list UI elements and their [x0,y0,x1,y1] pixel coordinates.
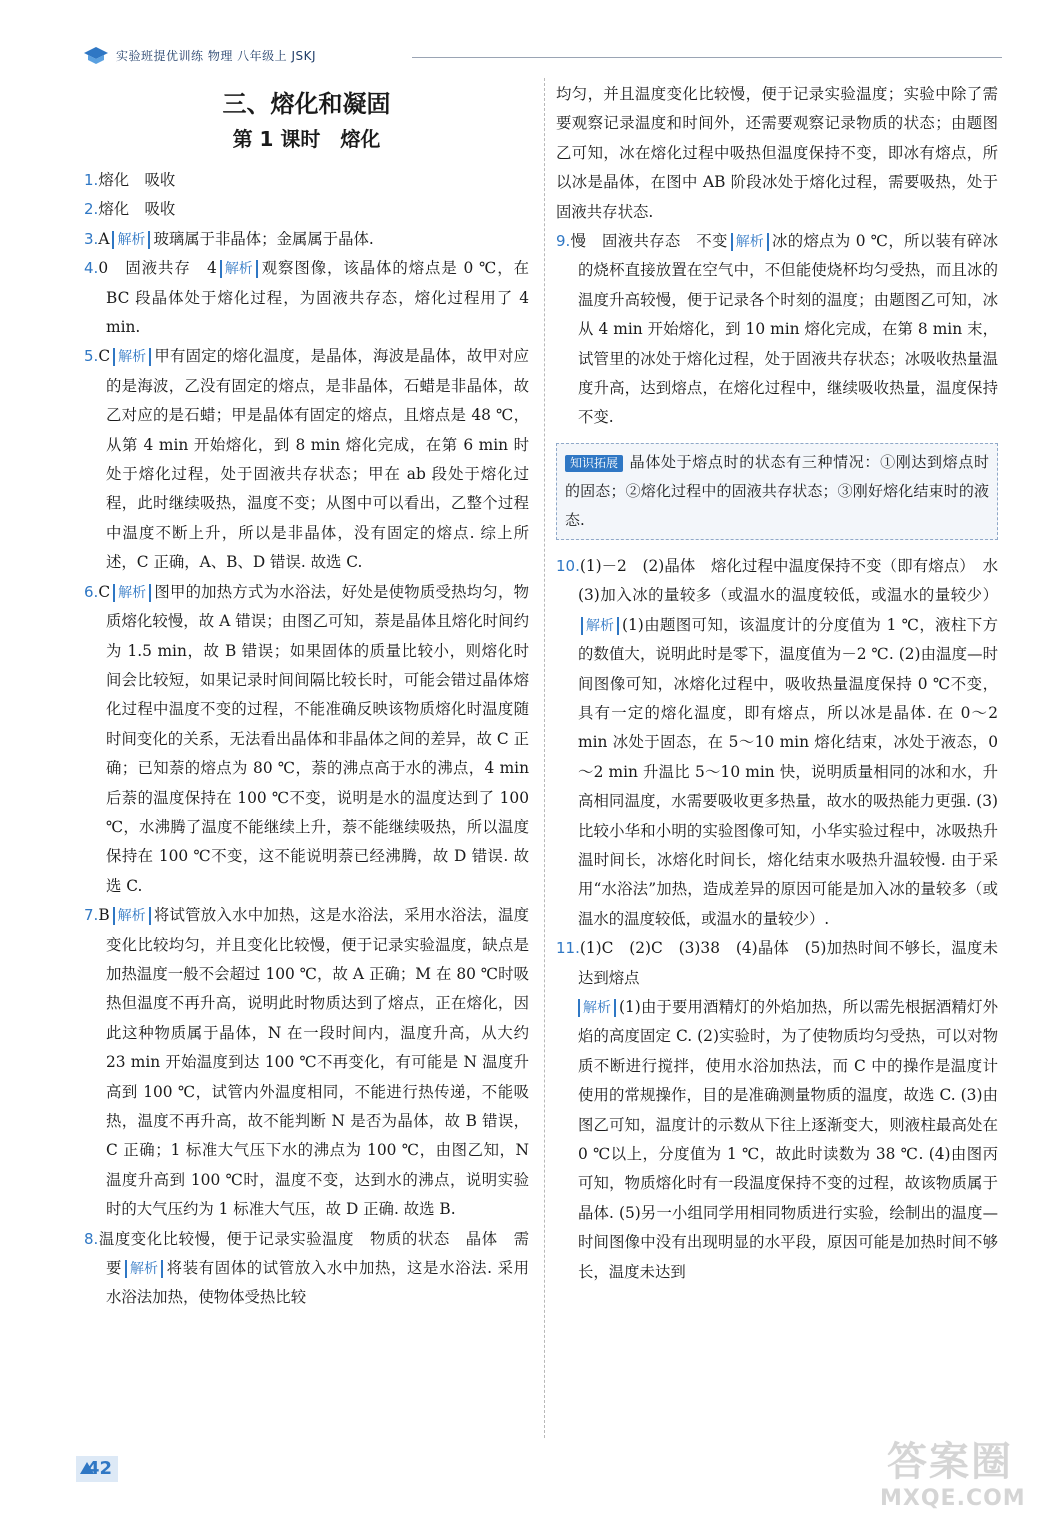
page-number: 42 [76,1456,118,1482]
analysis-tag: 解析 [113,584,151,602]
answer-8: 8.温度变化比较慢，便于记录实验温度 物质的状态 晶体 需要 解析 将装有固体的试管放入水中加热，这是水浴法. 采用水浴法加热，使物体受热比较 [84,1229,529,1307]
answer-8-continued: 均匀，并且温度变化比较慢，便于记录实验温度；实验中除了需要观察记录温度和时间外，还需要观察记录物质的状态；由题图乙可知，冰在熔化过程中吸热但温度保持不变，即冰有熔点，所以冰是晶体，在图中 AB 阶段冰处于熔化过程，需要吸热，处于固液共存状态. [556,85,998,221]
answer-5: 5.C 解析 甲有固定的熔化温度，是晶体，海波是晶体，故甲对应的是海波，乙没有固定的熔点，是非晶体，石蜡是非晶体，故乙对应的是石蜡；甲是晶体有固定的熔点，且熔点是 48 ℃，从第 4 min 开始熔化，到 8 min 熔化完成，在第 6 min 时处于熔化过程，处于固液共存状态；甲在 ab 段处于熔化过程，此时继续吸热，温度不变；从图中可以看出，乙整个过程中温度不断上升，所以是非晶体，没有固定的熔点. 综上所述，C 正确，A、B、D 错误. 故选 C. [84,347,529,572]
right-column [556,80,1014,1287]
answer-7: 7.B 解析 将试管放入水中加热，这是水浴法，采用水浴法，温度变化比较均匀，并且变化比较慢，便于记录实验温度，缺点是加热温度一般不会超过 100 ℃，故 A 正确；M 在 80 ℃时吸热但温度不再升高，说明此时物质达到了熔点，正在熔化，因此这种物质属于晶体，N 在一段时间内，温度升高，从大约 23 min 开始温度到达 100 ℃不再变化，有可能是 N 温度升高到 100 ℃，试管内外温度相同，不能进行热传递，不能吸热，温度不再升高，故不能判断 N 是否为晶体，故 B 错误，C 正确；1 标准大气压下水的沸点为 100 ℃，由图乙知，N 温度升高到 100 ℃时，温度不变，达到水的沸点，说明实验时的大气压约为 1 标准大气压，故 D 正确. 故选 B. [84,906,529,1219]
watermark-url: MXQE.COM [880,1486,1026,1511]
analysis-tag: 解析 [731,233,769,251]
left-column [84,80,529,1313]
knowledge-text: 晶体处于熔点时的状态有三种情况：①刚达到熔点时的固态；②熔化过程中的固液共存状态；③刚好熔化结束时的液态. [565,452,989,529]
answer-6: 6.C 解析 图甲的加热方式为水浴法，好处是使物质受热均匀，物质熔化较慢，故 A 错误；由图乙可知，萘是晶体且熔化时间约为 1.5 min，故 B 错误；如果固体的质量比较小，则熔化时间会比较短，如果记录时间间隔比较长时，可能会错过晶体熔化过程中温度不变的过程，不能准确反映该物质熔化时温度随时间变化的关系，无法看出晶体和非晶体之间的差异，故 C 正确；已知萘的熔点为 80 ℃，萘的沸点高于水的沸点，4 min 后萘的温度保持在 100 ℃不变，说明是水的温度达到了 100 ℃，水沸腾了温度不能继续上升，萘不能继续吸热，所以温度保持在 100 ℃不变，这不能说明萘已经沸腾，故 D 错误. 故选 C. [84,582,529,895]
lesson-title: 第 1 课时 熔化 [232,127,381,151]
knowledge-box [556,443,998,540]
page-arrow-icon [80,1462,94,1474]
analysis-tag: 解析 [220,260,258,278]
analysis-tag: 解析 [581,617,619,635]
running-header [82,44,1002,68]
answer-4: 4.0 固液共存 4 解析 观察图像，该晶体的熔点是 0 ℃，在 BC 段晶体处于熔化过程，为固液共存态，熔化过程用了 4 min. [84,259,530,337]
analysis-tag: 解析 [125,1260,163,1278]
book-logo-icon [82,44,110,66]
analysis-tag: 解析 [112,231,150,249]
answer-11-analysis: 解析 (1)由于要用酒精灯的外焰加热，所以需先根据酒精灯外焰的高度固定 C. (2)实验时，为了使物质均匀受热，可以对物质不断进行搅拌，使用水浴加热法，而 C 中的操作是温度计使用的常规操作，目的是准确测量物质的温度，故选 C. (3)由图乙可知，温度计的示数从下往上逐渐变大，则液柱最高处在 0 ℃以上，分度值为 1 ℃，故此时读数为 38 ℃. (4)由图丙可知，物质熔化时有一段温度保持不变的过程，故该物质属于晶体. (5)另一小组同学用相同物质进行实验，绘制出的温度—时间图像中没有出现明显的水平段，原因可能是加热时间不够长，温度未达到 [578,997,998,1281]
knowledge-tag: 知识拓展 [565,455,623,472]
answer-11: 11.(1)C (2)C (3)38 (4)晶体 (5)加热时间不够长，温度未达到熔点 [556,939,998,987]
answer-3: 3.A 解析 玻璃属于非晶体；金属属于晶体. [84,229,374,248]
header-rule [412,57,1002,58]
watermark-logo [880,1438,1026,1522]
answer-1: 1.熔化 吸收 [84,171,176,189]
header-text: 实验班提优训练 物理 八年级上 JSKJ [116,49,317,63]
section-title: 三、熔化和凝固 [222,90,391,118]
analysis-tag: 解析 [113,907,151,925]
answer-9: 9.慢 固液共存态 不变 解析 冰的熔点为 0 ℃，所以装有碎冰的烧杯直接放置在空气中，不但能使烧杯均匀受热，而且冰的温度升高较慢，便于记录各个时刻的温度；由题图乙可知，冰从 4 min 开始熔化，到 10 min 熔化完成，在第 8 min 末，试管里的冰处于熔化过程，处于固液共存状态；冰吸收热量温度升高，达到熔点，在熔化过程中，继续吸收热量，温度保持不变. [556,232,998,427]
answer-10: 10.(1)－2 (2)晶体 熔化过程中温度保持不变（即有熔点） 水 (3)加入冰的量较多（或温水的温度较低，或温水的量较少）解析 (1)由题图可知，该温度计的分度值为 1 ℃，液柱下方的数值大，说明此时是零下，温度值为－2 ℃. (2)由温度—时间图像可知，冰熔化过程中，吸收热量温度保持 0 ℃不变，具有一定的熔化温度，即有熔点，所以冰是晶体. 在 0～2 min 冰处于固态，在 5～10 min 熔化结束，冰处于液态，0～2 min 升温比 5～10 min 快，说明质量相同的冰和水，升高相同温度，水需要吸收更多热量，故水的吸热能力更强. (3)比较小华和小明的实验图像可知，小华实验过程中，冰吸热升温时间长，冰熔化时间长，熔化结束水吸热升温较慢. 由于采用“水浴法”加热，造成差异的原因可能是加入冰的量较多（或温水的温度较低，或温水的量较少）. [556,556,1014,928]
watermark-text: 答案圈 [887,1439,1013,1485]
analysis-tag: 解析 [113,348,151,366]
answer-2: 2.熔化 吸收 [84,200,176,219]
analysis-tag: 解析 [578,999,616,1017]
column-divider [544,78,545,1438]
